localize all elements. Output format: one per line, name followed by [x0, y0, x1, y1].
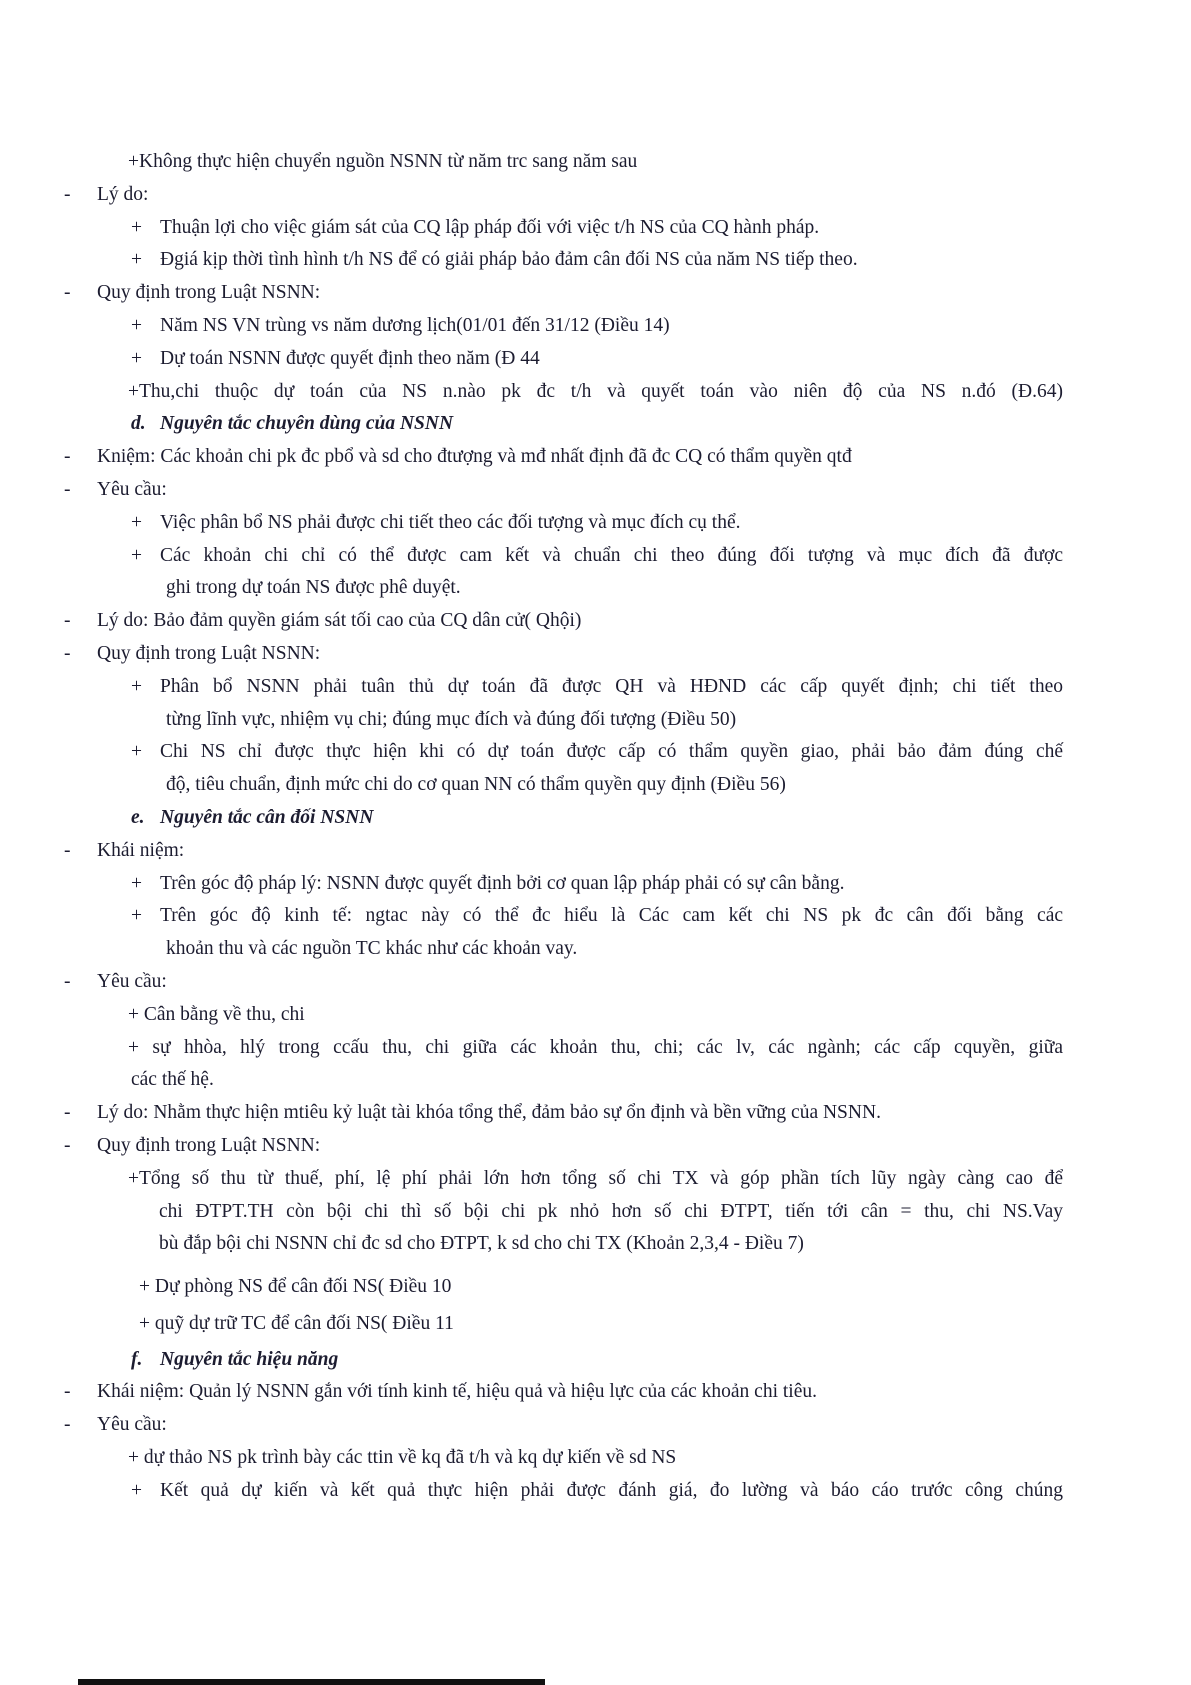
dash-marker: -	[64, 282, 71, 304]
list-item	[0, 1032, 1191, 1065]
list-text: Khái niệm: Quản lý NSNN gắn với tính kinh tế, hiệu quả và hiệu lực của các khoản chi tiêu.	[97, 1381, 817, 1403]
list-text: Quy định trong Luật NSNN:	[97, 282, 321, 304]
list-text: Năm NS VN trùng vs năm dương lịch(01/01 đến 31/12 (Điều 14)	[160, 314, 670, 336]
list-item	[0, 146, 1191, 179]
heading-letter: e.	[131, 806, 145, 828]
heading-letter: d.	[131, 413, 146, 435]
dash-marker: -	[64, 183, 71, 205]
plus-marker: +	[131, 314, 142, 336]
list-text: Các khoản chi chỉ có thể được cam kết và chuẩn chi theo đúng đối tượng và mục đích đã được	[160, 544, 1063, 566]
list-text: + sự hhòa, hlý trong ccấu thu, chi giữa các khoản thu, chi; các lv, các ngành; các cấp cquyền, giữa	[128, 1036, 1063, 1058]
list-item	[0, 1475, 1191, 1508]
list-item	[0, 441, 1191, 474]
list-item	[0, 966, 1191, 999]
list-item	[0, 868, 1191, 901]
list-item	[0, 605, 1191, 638]
heading-text: Nguyên tắc cân đối NSNN	[160, 806, 374, 828]
plus-marker: +	[131, 872, 142, 894]
page-bottom-artifact	[78, 1679, 545, 1685]
list-text: Đgiá kịp thời tình hình t/h NS để có giải pháp bảo đảm cân đối NS của năm NS tiếp theo.	[160, 249, 858, 271]
list-text: +Thu,chi thuộc dự toán của NS n.nào pk đc t/h và quyết toán vào niên độ của NS n.đó (Đ.64)	[128, 380, 1063, 402]
list-item	[0, 507, 1191, 540]
dash-marker: -	[64, 610, 71, 632]
list-item	[0, 671, 1191, 704]
list-item	[0, 540, 1191, 573]
list-item	[0, 1409, 1191, 1442]
plus-marker: +	[131, 511, 142, 533]
plus-marker: +	[131, 544, 142, 566]
list-text: độ, tiêu chuẩn, định mức chi do cơ quan NN có thẩm quyền quy định (Điều 56)	[166, 774, 786, 796]
list-item	[0, 1442, 1191, 1475]
list-text: Yêu cầu:	[97, 478, 167, 500]
list-text: Khái niệm:	[97, 839, 185, 861]
plus-marker: +	[131, 249, 142, 271]
dash-marker: -	[64, 970, 71, 992]
list-text: từng lĩnh vực, nhiệm vụ chi; đúng mục đích và đúng đối tượng (Điều 50)	[166, 708, 737, 730]
section-heading	[0, 1344, 1191, 1377]
dash-marker: -	[64, 1134, 71, 1156]
dash-marker: -	[64, 1381, 71, 1403]
list-text: + Dự phòng NS để cân đối NS( Điều 10	[139, 1276, 452, 1298]
plus-marker: +	[131, 347, 142, 369]
list-text: Lý do: Bảo đảm quyền giám sát tối cao của CQ dân cử( Qhội)	[97, 610, 582, 632]
list-text: Quy định trong Luật NSNN:	[97, 1134, 321, 1156]
list-text: bù đắp bội chi NSNN chỉ đc sd cho ĐTPT, k sd cho chi TX (Khoản 2,3,4 - Điều 7)	[159, 1233, 804, 1255]
list-item-continuation	[0, 704, 1191, 737]
list-text: Thuận lợi cho việc giám sát của CQ lập pháp đối với việc t/h NS của CQ hành pháp.	[160, 216, 820, 238]
list-item	[0, 900, 1191, 933]
heading-text: Nguyên tắc hiệu năng	[160, 1348, 339, 1370]
list-item	[0, 179, 1191, 212]
list-item	[0, 244, 1191, 277]
list-item	[0, 343, 1191, 376]
list-item	[0, 999, 1191, 1032]
document-content	[0, 146, 1191, 1508]
section-heading	[0, 408, 1191, 441]
list-text: Yêu cầu:	[97, 970, 167, 992]
list-text: Kết quả dự kiến và kết quả thực hiện phải được đánh giá, đo lường và báo cáo trước công chúng	[160, 1479, 1063, 1501]
plus-marker: +	[131, 741, 142, 763]
list-item-continuation	[0, 1196, 1191, 1229]
list-item-continuation	[0, 769, 1191, 802]
list-text: Dự toán NSNN được quyết định theo năm (Đ 44	[160, 347, 540, 369]
list-text: Trên góc độ pháp lý: NSNN được quyết định bởi cơ quan lập pháp phải có sự cân bằng.	[160, 872, 845, 894]
dash-marker: -	[64, 478, 71, 500]
list-item-continuation	[0, 572, 1191, 605]
plus-marker: +	[131, 905, 142, 927]
list-item	[0, 736, 1191, 769]
list-item	[0, 1308, 1191, 1341]
section-heading	[0, 802, 1191, 835]
list-text: Việc phân bổ NS phải được chi tiết theo các đối tượng và mục đích cụ thể.	[160, 511, 741, 533]
list-text: Kniệm: Các khoản chi pk đc pbổ và sd cho đtượng và mđ nhất định đã đc CQ có thẩm quyền qtđ	[97, 446, 852, 468]
list-text: Yêu cầu:	[97, 1414, 167, 1436]
list-text: các thế hệ.	[131, 1069, 214, 1091]
plus-marker: +	[131, 216, 142, 238]
list-text: Phân bổ NSNN phải tuân thủ dự toán đã được QH và HĐND các cấp quyết định; chi tiết theo	[160, 675, 1063, 697]
list-text: +Tổng số thu từ thuế, phí, lệ phí phải lớn hơn tổng số chi TX và góp phần tích lũy ngày càng cao để	[128, 1167, 1063, 1189]
list-text: Trên góc độ kinh tế: ngtac này có thể đc hiểu là Các cam kết chi NS pk đc cân đối bằng các	[160, 905, 1063, 927]
list-item	[0, 835, 1191, 868]
list-item	[0, 638, 1191, 671]
list-item	[0, 1271, 1191, 1304]
list-text: ghi trong dự toán NS được phê duyệt.	[166, 577, 461, 599]
list-item	[0, 277, 1191, 310]
list-item	[0, 1163, 1191, 1196]
dash-marker: -	[64, 1102, 71, 1124]
list-text: khoản thu và các nguồn TC khác như các khoản vay.	[166, 938, 578, 960]
list-text: +Không thực hiện chuyển nguồn NSNN từ năm trc sang năm sau	[128, 151, 638, 172]
dash-marker: -	[64, 446, 71, 468]
list-item	[0, 376, 1191, 409]
plus-marker: +	[131, 675, 142, 697]
list-item-continuation	[0, 933, 1191, 966]
list-text: Lý do: Nhằm thực hiện mtiêu kỷ luật tài khóa tổng thể, đảm bảo sự ổn định và bền vững của NSNN.	[97, 1102, 881, 1124]
list-item	[0, 474, 1191, 507]
heading-text: Nguyên tắc chuyên dùng của NSNN	[160, 413, 454, 435]
list-item	[0, 310, 1191, 343]
list-item	[0, 212, 1191, 245]
dash-marker: -	[64, 839, 71, 861]
list-text: + quỹ dự trữ TC để cân đối NS( Điều 11	[139, 1312, 454, 1334]
list-text: + dự thảo NS pk trình bày các ttin về kq đã t/h và kq dự kiến về sd NS	[128, 1447, 677, 1469]
list-item	[0, 1130, 1191, 1163]
heading-letter: f.	[131, 1348, 143, 1370]
list-text: Chi NS chỉ được thực hiện khi có dự toán được cấp có thẩm quyền giao, phải bảo đảm đúng chế	[160, 741, 1063, 763]
plus-marker: +	[131, 1479, 142, 1501]
list-item-continuation	[0, 1228, 1191, 1261]
list-item	[0, 1376, 1191, 1409]
list-item	[0, 1097, 1191, 1130]
list-text: Quy định trong Luật NSNN:	[97, 642, 321, 664]
list-text: Lý do:	[97, 183, 149, 205]
list-text: + Cân bằng về thu, chi	[128, 1003, 305, 1025]
list-text: chi ĐTPT.TH còn bội chi thì số bội chi pk nhỏ hơn số chi ĐTPT, tiến tới cân = thu, chi NS.Vay	[159, 1200, 1063, 1222]
list-item-continuation	[0, 1064, 1191, 1097]
dash-marker: -	[64, 642, 71, 664]
dash-marker: -	[64, 1414, 71, 1436]
